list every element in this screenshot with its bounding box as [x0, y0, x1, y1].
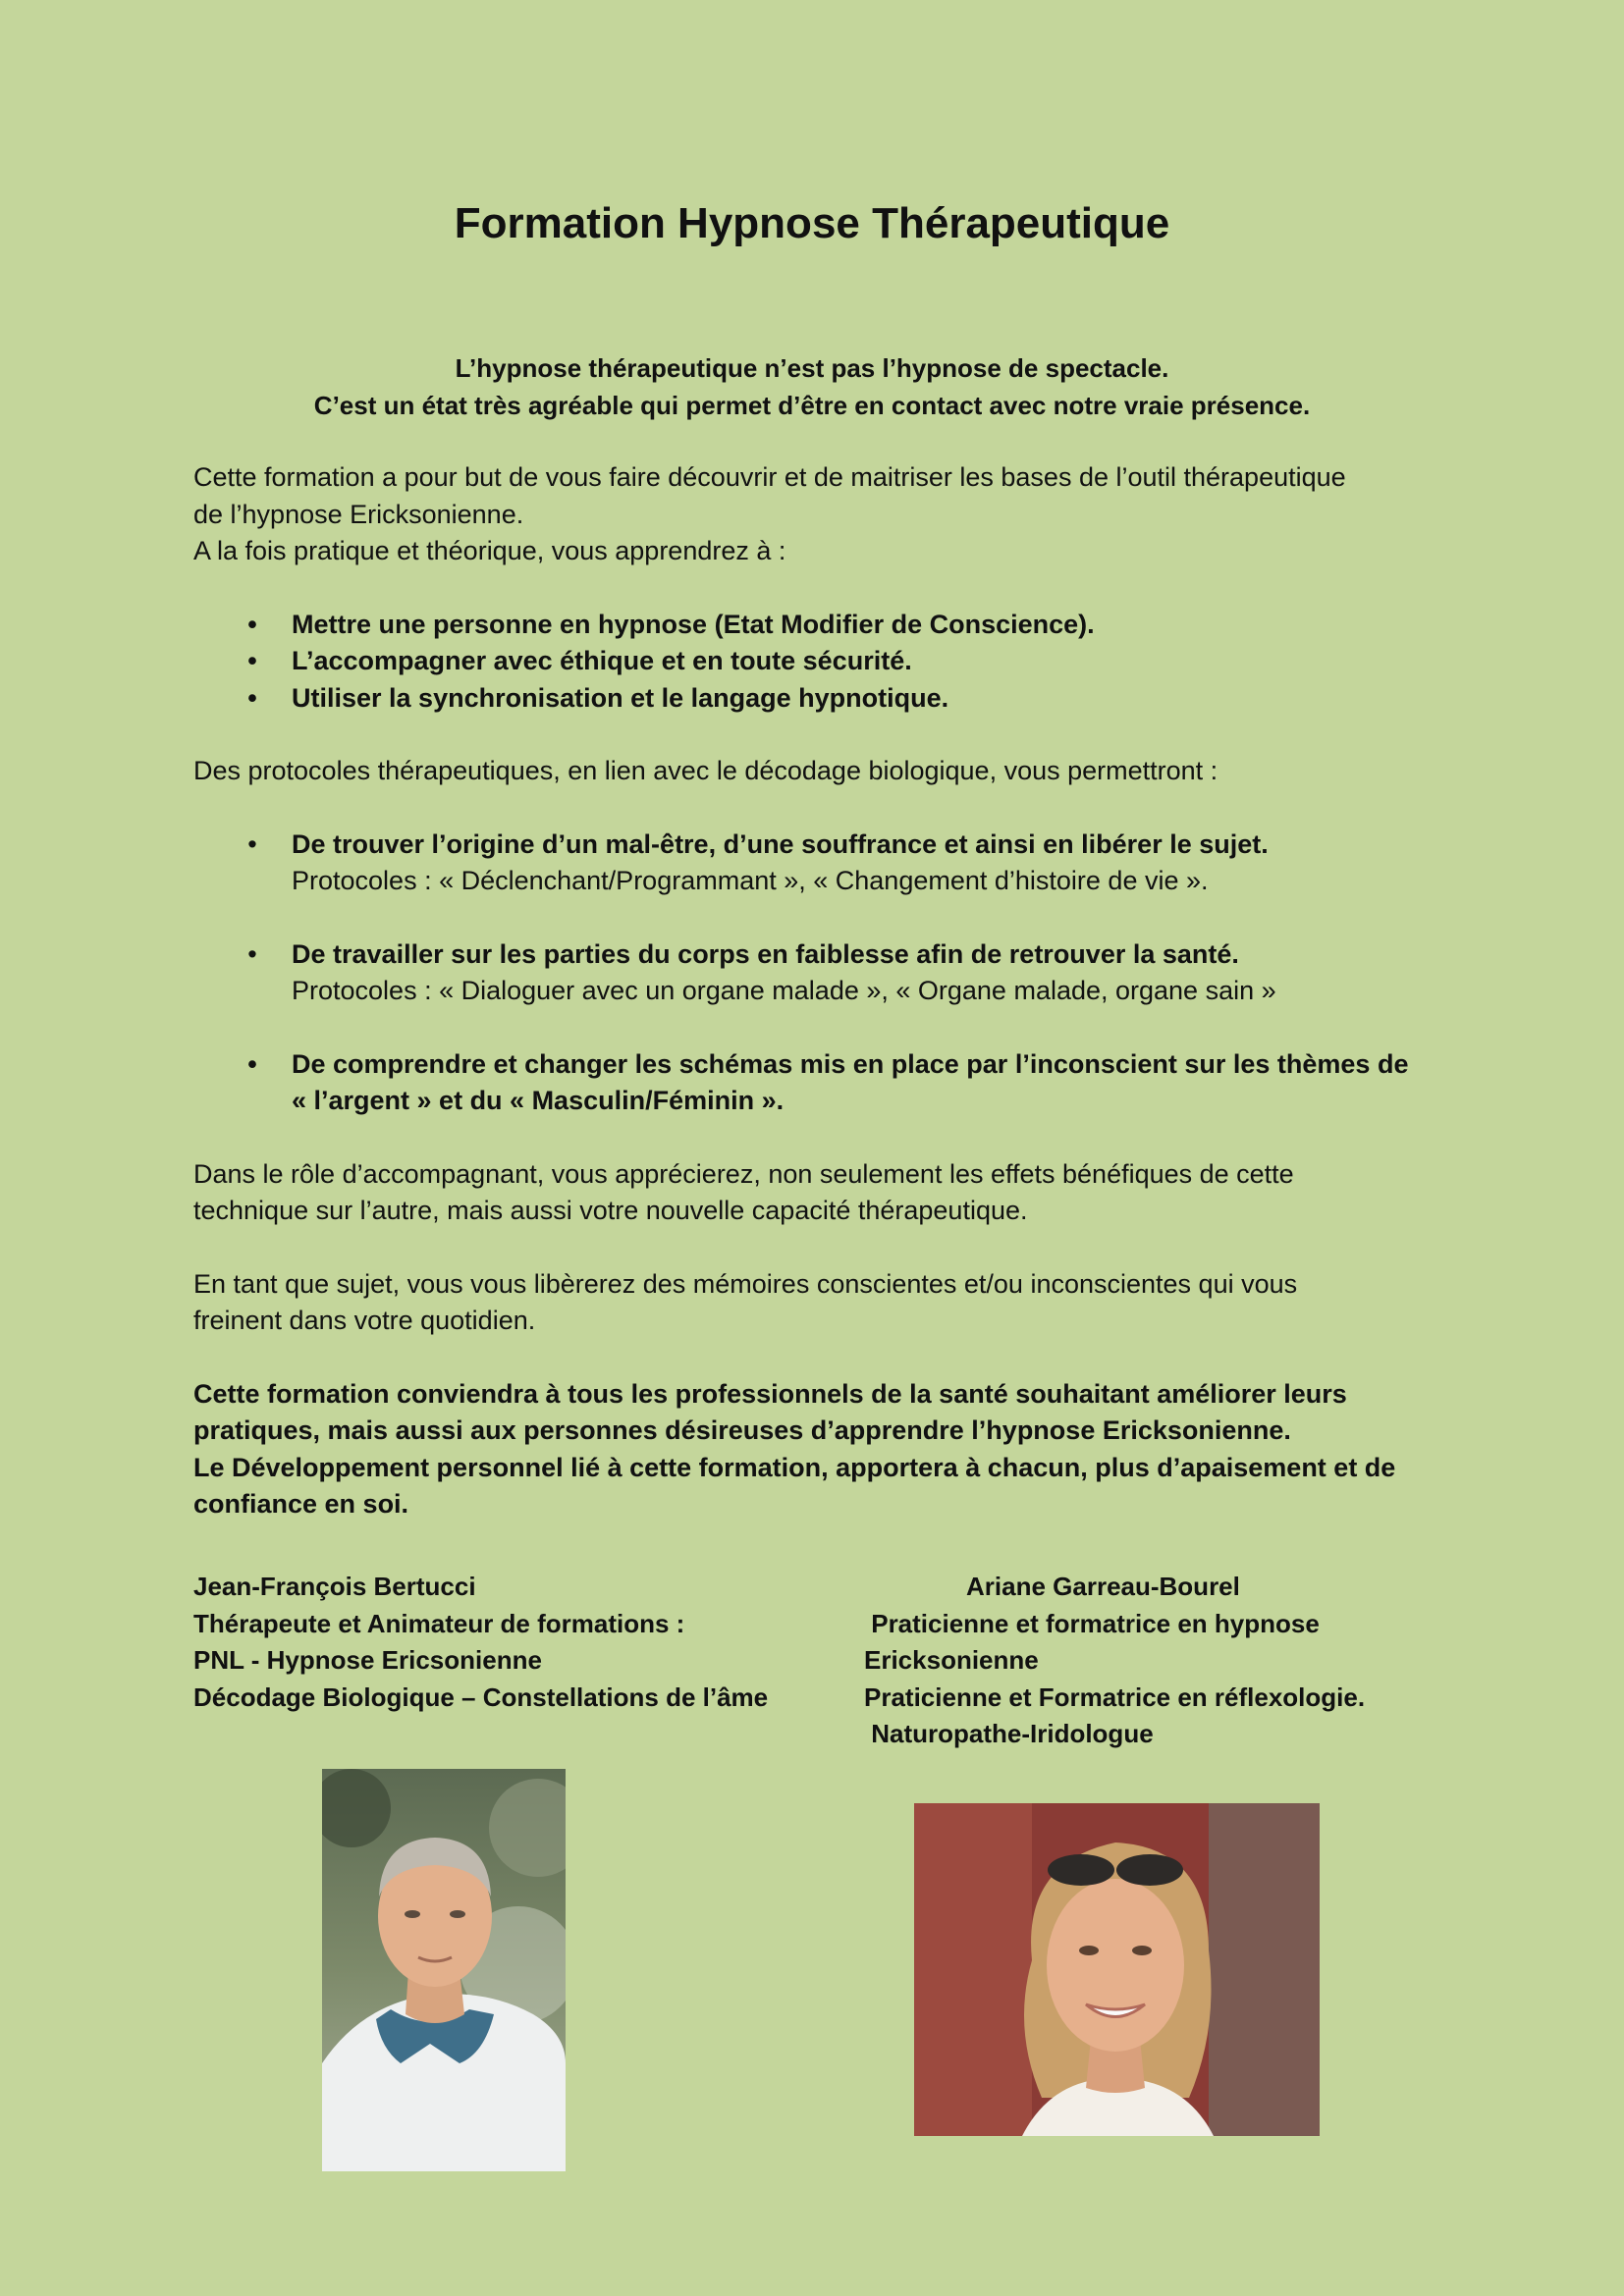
bullet-icon: •: [247, 646, 257, 675]
trainer-role: Ericksonienne: [864, 1645, 1039, 1675]
trainer-left-photo: [322, 1769, 566, 2171]
trainer-role: Praticienne et Formatrice en réflexologie.: [864, 1682, 1366, 1712]
trainer-right: [864, 1569, 1414, 1753]
text-line: Cette formation a pour but de vous faire découvrir et de maitriser les bases de l’outil thérapeutique: [193, 462, 1346, 492]
bullet-icon: •: [247, 828, 257, 859]
trainer-role: Décodage Biologique – Constellations de l’âme: [193, 1682, 769, 1712]
list-item: • De travailler sur les parties du corps en faiblesse afin de retrouver la santé. Protocoles : « Dialoguer avec un organe malade », « Organe malade, organe sain »: [193, 936, 1440, 1010]
trainer-left: [193, 1569, 822, 1716]
protocols-list: [193, 827, 1440, 1120]
list-item: • L’accompagner avec éthique et en toute sécurité.: [193, 643, 1440, 680]
text-line: Dans le rôle d’accompagnant, vous apprécierez, non seulement les effets bénéfiques de cette: [193, 1158, 1294, 1189]
text-line: Cette formation conviendra à tous les professionnels de la santé souhaitant améliorer leurs: [193, 1378, 1347, 1409]
paragraph: [193, 1266, 1440, 1340]
text-line: Le Développement personnel lié à cette formation, apportera à chacun, plus d’apaisement et de: [193, 1452, 1396, 1482]
list-item: • De comprendre et changer les schémas mis en place par l’inconscient sur les thèmes de « l’argent » et du « Masculin/Féminin ».: [193, 1046, 1440, 1120]
intro-line: L’hypnose thérapeutique n’est pas l’hypnose de spectacle.: [455, 353, 1169, 383]
text-line: confiance en soi.: [193, 1489, 409, 1519]
text-line: technique sur l’autre, mais aussi votre nouvelle capacité thérapeutique.: [193, 1196, 1028, 1225]
bullet-icon: •: [247, 938, 257, 969]
trainer-name: Ariane Garreau-Bourel: [966, 1572, 1240, 1601]
trainer-right-photo: [914, 1803, 1320, 2136]
text-line: pratiques, mais aussi aux personnes désireuses d’apprendre l’hypnose Ericksonienne.: [193, 1415, 1291, 1445]
text-line: de l’hypnose Ericksonienne.: [193, 499, 524, 529]
skills-list: [193, 607, 1440, 718]
trainer-role: Naturopathe-Iridologue: [864, 1719, 1154, 1748]
text-line: freinent dans votre quotidien.: [193, 1306, 536, 1335]
text-line: A la fois pratique et théorique, vous apprendrez à :: [193, 536, 786, 565]
list-item: • Mettre une personne en hypnose (Etat Modifier de Conscience).: [193, 607, 1440, 644]
bullet-icon: •: [247, 609, 257, 639]
paragraph: Des protocoles thérapeutiques, en lien avec le décodage biologique, vous permettront :: [193, 756, 1218, 785]
list-item: • Utiliser la synchronisation et le langage hypnotique.: [193, 680, 1440, 718]
trainer-role: Praticienne et formatrice en hypnose: [864, 1608, 1320, 1638]
paragraph: [193, 1156, 1440, 1230]
trainer-role: Thérapeute et Animateur de formations :: [193, 1608, 685, 1638]
page-title: Formation Hypnose Thérapeutique: [454, 199, 1170, 247]
trainer-name: Jean-François Bertucci: [193, 1572, 476, 1601]
paragraph: [193, 1376, 1440, 1523]
paragraph: [193, 459, 1440, 570]
bullet-icon: •: [247, 1048, 257, 1079]
intro-line: C’est un état très agréable qui permet d’être en contact avec notre vraie présence.: [313, 391, 1311, 420]
trainer-role: PNL - Hypnose Ericsonienne: [193, 1645, 542, 1675]
intro-block: [0, 349, 1624, 424]
bullet-icon: •: [247, 682, 257, 713]
body-text: [193, 459, 1440, 1523]
list-item: • De trouver l’origine d’un mal-être, d’une souffrance et ainsi en libérer le sujet. Protocoles : « Déclenchant/Programmant », « Changement d’histoire de vie ».: [193, 827, 1440, 900]
text-line: En tant que sujet, vous vous libèrerez des mémoires conscientes et/ou inconscientes qui vous: [193, 1268, 1298, 1299]
